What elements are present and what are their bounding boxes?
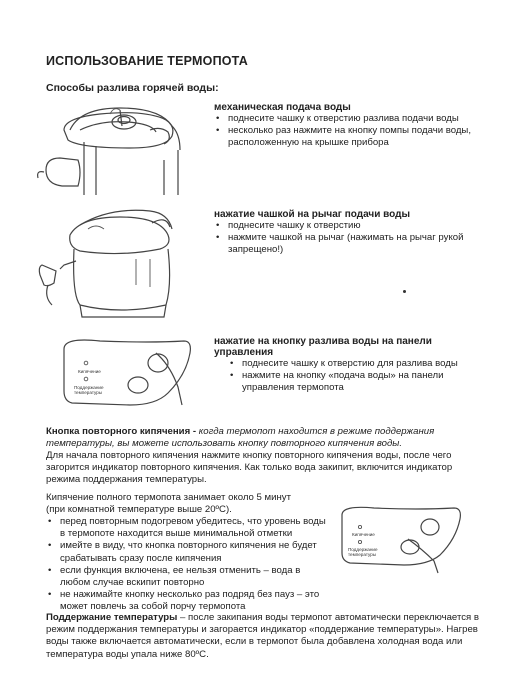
panel-label-keep-1: Поддержание: [74, 385, 104, 390]
method-panel-button: [214, 336, 484, 395]
list-item: • поднесите чашку к отверстию для разлива воды: [228, 358, 484, 370]
panel-label-keep-1: Поддержание: [348, 547, 378, 552]
reboil-heading-italic: когда термопот находится в режиме поддержания температуры, вы можете использовать кнопку повторного кипячения воды.: [46, 426, 435, 450]
list-item: • нажмите на кнопку «подача воды» на панели управления термопота: [228, 370, 484, 394]
keep-temp-text: – после закипания воды термопот автоматически переключается в режим поддержания температуры и загорается индикатор «поддержание температуры». Нагрев воды также включается автоматически, если в термопот была добавлена холодная вода или температура воды упала ниже 80ºС.: [46, 612, 479, 660]
list-item: • поднесите чашку к отверстию: [214, 220, 484, 232]
panel-label-boil: Кипячение: [78, 369, 101, 374]
method-bullets: [214, 220, 484, 257]
method-cup-lever: [214, 209, 484, 257]
section-subtitle: Способы разлива горячей воды:: [46, 82, 219, 94]
reboil-intro: [46, 426, 486, 450]
list-item: • нажмите чашкой на рычаг (нажимать на рычаг рукой запрещено!): [214, 232, 484, 256]
list-item: • имейте в виду, что кнопка повторного кипячения не будет срабатывать сразу после кипячения: [46, 540, 326, 564]
control-panel-small-illustration: [338, 503, 468, 575]
panel-label-boil: Кипячение: [352, 532, 375, 537]
panel-label-keep-2: температуры: [348, 552, 377, 557]
full-boil-note: Кипячение полного термопота занимает около 5 минут (при комнатной температуре выше 20ºС).: [46, 492, 291, 516]
method-bullets: [228, 358, 484, 395]
thermopot-top-illustration: [40, 100, 200, 195]
method-heading: механическая подача воды: [214, 102, 351, 113]
list-item: • перед повторным подогревом убедитесь, что уровень воды в термопоте находится выше минимальной отметки: [46, 516, 326, 540]
reboil-paragraph: Для начала повторного кипячения нажмите кнопку повторного кипячения воды, после чего загорится индикатор повторного кипячения. Как только вода закипит, включится индикатор режима поддержания температуры.: [46, 450, 453, 486]
thermopot-lever-illustration: [40, 205, 200, 320]
method-mechanical: [214, 102, 484, 150]
keep-temp-section: [46, 612, 486, 661]
method-heading: нажатие чашкой на рычаг подачи воды: [214, 209, 410, 220]
reboil-heading: Кнопка повторного кипячения -: [46, 426, 199, 437]
panel-label-keep-2: температуры: [74, 390, 103, 395]
speck: [403, 290, 406, 293]
list-item: • если функция включена, ее нельзя отменить – вода в любом случае вскипит повторно: [46, 565, 326, 589]
keep-temp-heading: Поддержание температуры: [46, 612, 178, 623]
method-heading: нажатие на кнопку разлива воды на панели управления: [214, 336, 432, 358]
list-item: • несколько раз нажмите на кнопку помпы подачи воды, расположенную на крышке прибора: [214, 125, 484, 149]
method-bullets: [214, 113, 484, 150]
page-title: ИСПОЛЬЗОВАНИЕ ТЕРМОПОТА: [46, 54, 248, 68]
reboil-bullets: [46, 516, 326, 614]
list-item: • не нажимайте кнопку несколько раз подряд без пауз – это может повлечь за собой порчу термопота: [46, 589, 326, 613]
list-item: • поднесите чашку к отверстию разлива подачи воды: [214, 113, 484, 125]
control-panel-illustration: [60, 335, 200, 415]
